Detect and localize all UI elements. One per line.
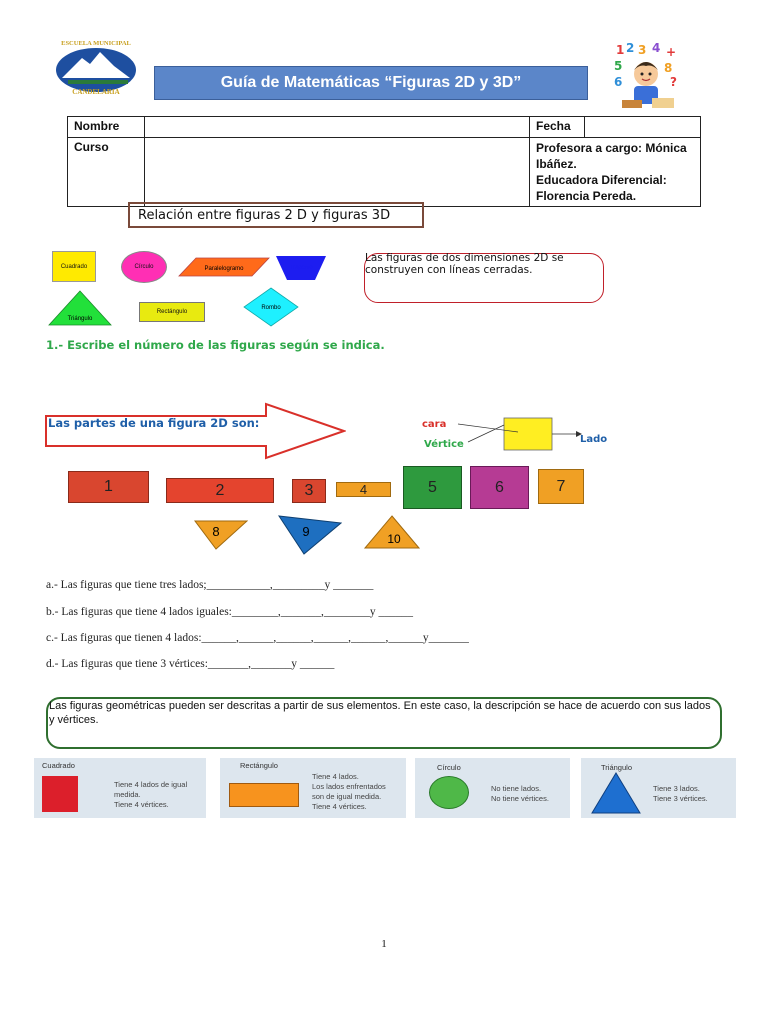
curso-label: Curso	[68, 138, 145, 207]
svg-text:5: 5	[614, 59, 623, 73]
student-info-table	[67, 116, 701, 207]
partes-title: Las partes de una figura 2D son:	[48, 416, 260, 430]
figure-6	[470, 466, 529, 509]
label-vertice: Vértice	[424, 439, 464, 450]
figure-7	[538, 469, 584, 504]
school-logo-top-text: ESCUELA MUNICIPAL	[61, 40, 131, 47]
arrow-shape	[44, 402, 346, 460]
svg-text:2: 2	[626, 41, 635, 55]
figure-6-number: 6	[495, 478, 504, 496]
page-title	[154, 66, 588, 100]
card-cuadrado-title: Cuadrado	[42, 761, 75, 770]
svg-text:3: 3	[638, 43, 647, 57]
figure-8-number: 8	[212, 524, 220, 539]
profesora-text: Profesora a cargo: Mónica Ibáñez.	[536, 141, 687, 171]
card-triangulo-shape	[591, 772, 641, 814]
figure-7-number: 7	[556, 477, 566, 495]
school-logo-bottom-text: CANDELARIA	[72, 88, 120, 96]
card-circulo-title: Círculo	[437, 763, 461, 772]
figure-9	[278, 515, 342, 555]
card-circulo	[415, 758, 570, 818]
svg-text:8: 8	[664, 61, 673, 75]
shape-trapecio-label: Trapecio	[289, 265, 313, 271]
school-logo	[48, 36, 144, 96]
card-rectangulo-title: Rectángulo	[240, 761, 278, 770]
nombre-label: Nombre	[68, 117, 145, 138]
question-b: b.- Las figuras que tiene 4 lados iguales:________,_______,________y ______	[46, 606, 413, 618]
figure-4-number: 4	[359, 482, 368, 497]
card-cuadrado-desc-1: Tiene 4 lados de igual	[114, 780, 188, 789]
figure-10-number: 10	[387, 532, 401, 546]
card-cuadrado-desc-3: Tiene 4 vértices.	[114, 800, 169, 809]
svg-text:4: 4	[652, 41, 661, 55]
card-rectangulo-desc	[312, 772, 386, 812]
card-rectangulo-desc-3: son de igual medida.	[312, 792, 382, 801]
question-c: c.- Las figuras que tienen 4 lados:______,______,______,______,______,______y_______	[46, 632, 469, 644]
shape-cuadrado	[52, 251, 96, 282]
figure-9-number: 9	[302, 524, 310, 539]
figure-3	[292, 479, 326, 503]
question-1: 1.- Escribe el número de las figuras según se indica.	[46, 338, 385, 352]
card-cuadrado-shape	[42, 776, 78, 812]
card-circulo-desc	[491, 784, 549, 804]
fecha-label: Fecha	[530, 117, 585, 138]
figure-3-number: 3	[304, 482, 314, 499]
card-triangulo-desc-1: Tiene 3 lados.	[653, 784, 700, 793]
card-rectangulo-desc-2: Los lados enfrentados	[312, 782, 386, 791]
teacher-info	[530, 138, 701, 207]
curso-field[interactable]	[145, 138, 530, 207]
shape-paralelogramo	[178, 257, 270, 277]
kid-numbers-logo	[612, 40, 684, 112]
note-2d-text: Las figuras de dos dimensiones 2D se construyen con líneas cerradas.	[365, 252, 564, 276]
shape-cuadrado-label: Cuadrado	[60, 263, 88, 270]
figure-5	[403, 466, 462, 509]
card-triangulo-title: Triángulo	[601, 763, 632, 772]
shape-rectangulo	[139, 302, 205, 322]
shape-rectangulo-label: Rectángulo	[156, 309, 188, 315]
svg-text:?: ?	[670, 75, 677, 89]
shape-rombo	[243, 287, 299, 327]
figure-2	[166, 478, 274, 503]
svg-text:1: 1	[616, 43, 625, 57]
page-title-text: Guía de Matemáticas “Figuras 2D y 3D”	[220, 74, 522, 91]
figure-1-number: 1	[104, 478, 113, 495]
shape-circulo	[121, 251, 167, 283]
nombre-field[interactable]	[145, 117, 530, 138]
card-triangulo-desc	[653, 784, 708, 804]
label-lado: Lado	[580, 434, 608, 445]
page-number: 1	[381, 938, 387, 950]
card-triangulo-desc-2: Tiene 3 vértices.	[653, 794, 708, 803]
label-cara: cara	[422, 419, 447, 430]
svg-text:6: 6	[614, 75, 623, 89]
question-a: a.- Las figuras que tiene tres lados;___________,_________y _______	[46, 579, 374, 591]
question-d: d.- Las figuras que tiene 3 vértices:_______,_______y ______	[46, 658, 335, 670]
description-note-text: Las figuras geométricas pueden ser descritas a partir de sus elementos. En este caso, la descripción se hace de acuerdo con sus lados y vértices.	[49, 700, 711, 726]
card-rectangulo-desc-1: Tiene 4 lados.	[312, 772, 359, 781]
shape-triangulo	[48, 290, 112, 326]
card-rectangulo	[220, 758, 406, 818]
figure-5-number: 5	[428, 478, 437, 496]
figure-10	[364, 515, 420, 549]
figure-8	[194, 520, 248, 550]
section-title-text: Relación entre figuras 2 D y figuras 3D	[138, 207, 391, 223]
educadora-text: Educadora Diferencial: Florencia Pereda.	[536, 173, 667, 203]
shape-paralelogramo-label: Paralelogramo	[204, 266, 244, 272]
section-title	[128, 202, 424, 228]
shape-triangulo-label: Triángulo	[67, 316, 93, 322]
shape-rombo-label: Rombo	[261, 305, 281, 311]
card-rectangulo-shape	[229, 783, 299, 807]
card-circulo-desc-2: No tiene vértices.	[491, 794, 549, 803]
card-triangulo	[581, 758, 736, 818]
shape-circulo-label: Círculo	[134, 264, 154, 270]
figure-4	[336, 482, 391, 497]
svg-text:+: +	[666, 45, 677, 59]
figure-2-number: 2	[215, 481, 225, 499]
card-cuadrado-desc-2: medida.	[114, 790, 141, 799]
fecha-field[interactable]	[585, 117, 701, 138]
card-circulo-desc-1: No tiene lados.	[491, 784, 542, 793]
card-cuadrado	[34, 758, 206, 818]
card-rectangulo-desc-4: Tiene 4 vértices.	[312, 802, 367, 811]
card-circulo-shape	[429, 776, 469, 809]
shape-trapecio	[275, 255, 327, 281]
figure-1	[68, 471, 149, 503]
parts-diagram	[418, 412, 618, 454]
card-cuadrado-desc	[114, 780, 187, 810]
